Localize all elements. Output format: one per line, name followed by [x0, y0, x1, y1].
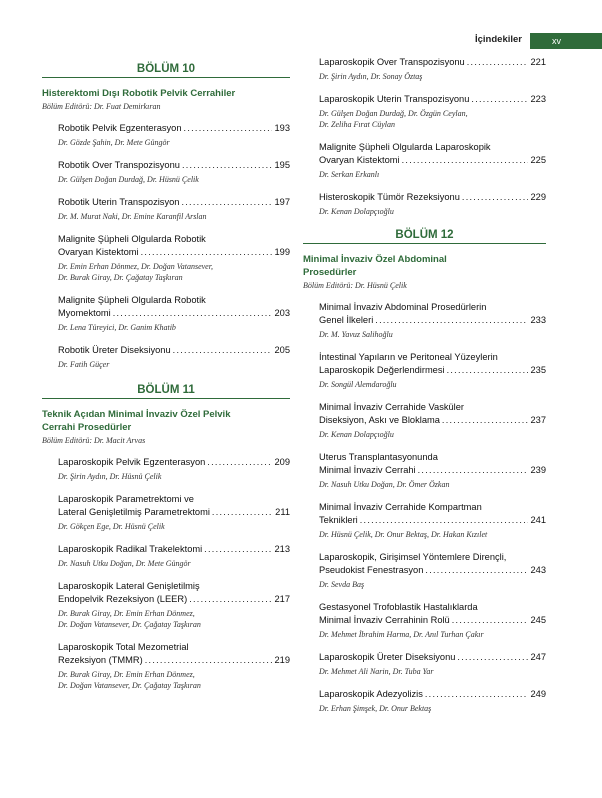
entry-title-row — [58, 307, 290, 320]
entry-page-number: 229 — [530, 192, 546, 202]
entry-authors: Dr. Nasuh Utku Doğan, Dr. Ömer Özkan — [319, 480, 450, 489]
toc-entry[interactable] — [58, 196, 290, 222]
entry-title-line: Ovaryan Kistektomi — [58, 247, 139, 257]
chapter-heading: BÖLÜM 10 — [42, 63, 290, 78]
entry-title-line: Laparoskopik Total Mezometrial — [58, 642, 189, 652]
entry-page-number: 195 — [274, 160, 290, 170]
entry-authors: Dr. Lena Türeyici, Dr. Ganim Khatib — [58, 323, 176, 332]
toc-entry[interactable] — [319, 451, 546, 490]
chapter-title — [42, 408, 290, 434]
entry-authors: Dr. M. Murat Naki, Dr. Emine Karanfil Arslan — [58, 212, 207, 221]
entry-authors: Dr. Songül Alemdaroğlu — [319, 380, 397, 389]
dot-leader — [457, 651, 528, 664]
entry-page-number: 245 — [530, 615, 546, 625]
toc-entry[interactable] — [58, 580, 290, 630]
entry-title-row — [58, 159, 290, 172]
entry-title-line: Minimal İnvaziv Cerrahide Kompartman — [319, 502, 482, 512]
entry-title-line: Laparoskopik Üreter Diseksiyonu — [319, 652, 456, 662]
entry-title-line: Robotik Over Transpozisyonu — [58, 160, 180, 170]
dot-leader — [360, 514, 529, 527]
entry-authors: Dr. Burak Giray, Dr. Emin Erhan Dönmez, — [58, 670, 195, 679]
entry-title-line: Ovaryan Kistektomi — [319, 155, 400, 165]
toc-entry[interactable] — [319, 551, 546, 590]
entry-title-row — [319, 154, 546, 167]
toc-left-column — [42, 60, 290, 691]
entry-page-number: 211 — [275, 507, 290, 517]
toc-entry[interactable] — [319, 56, 546, 82]
entry-title-row — [58, 344, 290, 357]
entry-page-number: 223 — [530, 94, 546, 104]
entry-title-line: Malignite Şüpheli Olgularda Robotik — [58, 234, 206, 244]
chapter-title-line: Cerrahi Prosedürler — [42, 422, 132, 433]
dot-leader — [471, 93, 528, 106]
entry-title-row — [319, 651, 546, 664]
entry-page-number: 209 — [274, 457, 290, 467]
toc-entries — [42, 122, 290, 370]
toc-entry[interactable] — [319, 651, 546, 677]
toc-entry[interactable] — [319, 351, 546, 390]
chapter-title-line: Minimal İnvaziv Özel Abdominal — [303, 254, 447, 265]
entry-authors: Dr. Mehmet İbrahim Harma, Dr. Anıl Turhan Çakır — [319, 630, 484, 639]
page-number: xv — [530, 33, 602, 49]
entry-title-line: Laparoskopik Değerlendirmesi — [319, 365, 445, 375]
entry-title-line: Malignite Şüpheli Olgularda Laparoskopik — [319, 142, 491, 152]
toc-entry[interactable] — [58, 294, 290, 333]
toc-entry[interactable] — [58, 233, 290, 283]
entry-title-row — [58, 654, 290, 667]
entry-authors: Dr. Şirin Aydın, Dr. Sonay Öztaş — [319, 72, 423, 81]
entry-page-number: 235 — [530, 365, 546, 375]
dot-leader — [418, 464, 529, 477]
entry-page-number: 247 — [530, 652, 546, 662]
entry-title-line: Minimal İnvaziv Cerrahide Vasküler — [319, 402, 465, 412]
entry-title-line: Myomektomi — [58, 308, 111, 318]
entry-title-line: Endopelvik Rezeksiyon (LEER) — [58, 594, 188, 604]
entry-title-row — [319, 464, 546, 477]
entry-page-number: 225 — [530, 155, 546, 165]
entry-title-line: Laparoskopik Radikal Trakelektomi — [58, 544, 203, 554]
entry-title-line: Teknikleri — [319, 515, 358, 525]
entry-page-number: 243 — [530, 565, 546, 575]
entry-title-row — [319, 93, 546, 106]
chapter-title: Histerektomi Dışı Robotik Pelvik Cerrahiler — [42, 88, 236, 99]
toc-entry[interactable] — [58, 456, 290, 482]
toc-entry[interactable] — [58, 159, 290, 185]
entry-page-number: 199 — [274, 247, 290, 257]
entry-title-line: Laparoskopik, Girişimsel Yöntemlere Dirençli, — [319, 552, 507, 562]
toc-entry[interactable] — [319, 93, 546, 130]
entry-page-number: 193 — [274, 123, 290, 133]
entry-title-line: Laparoskopik Lateral Genişletilmiş — [58, 581, 200, 591]
entry-title-row — [58, 456, 290, 469]
entry-authors: Dr. Gülşen Doğan Durdağ, Dr. Özgün Ceylan, — [319, 109, 468, 118]
entry-page-number: 203 — [274, 308, 290, 318]
toc-entry[interactable] — [58, 344, 290, 370]
chapter-title-line: Prosedürler — [303, 267, 357, 278]
entry-title-line: Robotik Üreter Diseksiyonu — [58, 345, 171, 355]
entry-page-number: 249 — [530, 689, 546, 699]
entry-authors: Dr. M. Yavuz Salihoğlu — [319, 330, 393, 339]
entry-authors: Dr. Emin Erhan Dönmez, Dr. Doğan Vatansever, — [58, 262, 213, 271]
entry-title-line: Malignite Şüpheli Olgularda Robotik — [58, 295, 206, 305]
running-header — [0, 33, 602, 49]
entry-title-row — [319, 614, 546, 627]
entry-page-number: 239 — [530, 465, 546, 475]
entry-authors: Dr. Mehmet Ali Narin, Dr. Tuba Yar — [319, 667, 434, 676]
dot-leader — [181, 196, 272, 209]
toc-entry[interactable] — [319, 401, 546, 440]
entry-title-line: Lateral Genişletilmiş Parametrektomi — [58, 507, 210, 517]
entry-title-line: Uterus Transplantasyonunda — [319, 452, 438, 462]
dot-leader — [375, 314, 528, 327]
entry-title-row — [58, 122, 290, 135]
dot-leader — [452, 614, 529, 627]
toc-entry[interactable] — [58, 641, 290, 691]
dot-leader — [182, 159, 273, 172]
dot-leader — [113, 307, 273, 320]
toc-entry[interactable] — [58, 493, 290, 532]
entry-title-row — [319, 514, 546, 527]
entry-title-line: Gestasyonel Trofoblastik Hastalıklarda — [319, 602, 478, 612]
entry-authors: Dr. Kenan Dolapçıoğlu — [319, 207, 394, 216]
entry-title-line: Robotik Uterin Transpozisyon — [58, 197, 180, 207]
entry-title-line: Genel İlkeleri — [319, 315, 374, 325]
entry-title-line: Minimal İnvaziv Cerrahi — [319, 465, 416, 475]
dot-leader — [467, 56, 529, 69]
dot-leader — [184, 122, 273, 135]
entry-page-number: 233 — [530, 315, 546, 325]
entry-title-row — [58, 543, 290, 556]
entry-title-row — [58, 246, 290, 259]
dot-leader — [442, 414, 529, 427]
dot-leader — [207, 456, 272, 469]
dot-leader — [425, 688, 529, 701]
toc-entries — [303, 56, 546, 217]
entry-authors: Dr. Zeliha Fırat Cüylan — [319, 120, 396, 129]
entry-title-line: Rezeksiyon (TMMR) — [58, 655, 143, 665]
dot-leader — [212, 506, 273, 519]
entry-page-number: 219 — [274, 655, 290, 665]
dot-leader — [425, 564, 528, 577]
dot-leader — [141, 246, 273, 259]
entry-title-row — [58, 196, 290, 209]
dot-leader — [173, 344, 273, 357]
dot-leader — [447, 364, 529, 377]
entry-authors: Dr. Doğan Vatansever, Dr. Çağatay Taşkıran — [58, 681, 201, 690]
entry-title-row — [319, 564, 546, 577]
toc-entry[interactable] — [319, 601, 546, 640]
entry-title-row — [319, 364, 546, 377]
dot-leader — [402, 154, 529, 167]
entry-authors: Dr. Hüsnü Çelik, Dr. Onur Bektaş, Dr. Hakan Kızılet — [319, 530, 488, 539]
toc-entry[interactable] — [319, 191, 546, 217]
entry-title-line: Laparoskopik Uterin Transpozisyonu — [319, 94, 470, 104]
toc-entries — [42, 456, 290, 691]
entry-page-number: 237 — [530, 415, 546, 425]
entry-title-line: Robotik Pelvik Egzenterasyon — [58, 123, 182, 133]
chapter-heading: BÖLÜM 12 — [303, 229, 546, 244]
dot-leader — [462, 191, 529, 204]
chapter-title — [303, 253, 546, 279]
entry-authors: Dr. Burak Giray, Dr. Çağatay Taşkıran — [58, 273, 183, 282]
entry-page-number: 221 — [530, 57, 546, 67]
entry-title-row — [319, 314, 546, 327]
toc-entry[interactable] — [319, 501, 546, 540]
entry-title-row — [58, 506, 290, 519]
entry-page-number: 217 — [274, 594, 290, 604]
chapter-editor: Bölüm Editörü: Dr. Hüsnü Çelik — [303, 281, 407, 290]
toc-right-column — [303, 56, 546, 714]
entry-title-line: Laparoskopik Pelvik Egzenterasyon — [58, 457, 206, 467]
entry-authors: Dr. Nasuh Utku Doğan, Dr. Mete Güngör — [58, 559, 191, 568]
entry-title-line: Minimal İnvaziv Cerrahinin Rolü — [319, 615, 450, 625]
entry-title-row — [319, 414, 546, 427]
entry-title-line: Laparoskopik Over Transpozisyonu — [319, 57, 465, 67]
entry-title-line: Histeroskopik Tümör Rezeksiyonu — [319, 192, 460, 202]
toc-entries — [303, 301, 546, 714]
dot-leader — [189, 593, 272, 606]
entry-authors: Dr. Serkan Erkanlı — [319, 170, 380, 179]
entry-title-line: Laparoskopik Parametrektomi ve — [58, 494, 194, 504]
entry-authors: Dr. Erhan Şimşek, Dr. Onur Bektaş — [319, 704, 432, 713]
entry-page-number: 213 — [274, 544, 290, 554]
dot-leader — [145, 654, 273, 667]
entry-title-row — [319, 688, 546, 701]
entry-page-number: 197 — [274, 197, 290, 207]
entry-title-row — [58, 593, 290, 606]
chapter-editor: Bölüm Editörü: Dr. Fuat Demirkıran — [42, 102, 161, 111]
toc-entry[interactable] — [319, 301, 546, 340]
entry-authors: Dr. Burak Giray, Dr. Emin Erhan Dönmez, — [58, 609, 195, 618]
toc-entry[interactable] — [58, 122, 290, 148]
dot-leader — [204, 543, 272, 556]
header-title: İçindekiler — [475, 34, 522, 45]
entry-page-number: 241 — [530, 515, 546, 525]
entry-authors: Dr. Kenan Dolapçıoğlu — [319, 430, 394, 439]
entry-title-line: İntestinal Yapıların ve Peritoneal Yüzeylerin — [319, 352, 498, 362]
chapter-title-line: Teknik Açıdan Minimal İnvaziv Özel Pelvik — [42, 409, 231, 420]
entry-title-line: Laparoskopik Adezyolizis — [319, 689, 423, 699]
entry-authors: Dr. Gözde Şahin, Dr. Mete Güngör — [58, 138, 170, 147]
entry-authors: Dr. Sevda Baş — [319, 580, 365, 589]
toc-entry[interactable] — [58, 543, 290, 569]
entry-authors: Dr. Gökçen Ege, Dr. Hüsnü Çelik — [58, 522, 165, 531]
toc-entry[interactable] — [319, 141, 546, 180]
chapter-heading: BÖLÜM 11 — [42, 384, 290, 399]
entry-authors: Dr. Şirin Aydın, Dr. Hüsnü Çelik — [58, 472, 162, 481]
entry-page-number: 205 — [274, 345, 290, 355]
entry-title-line: Minimal İnvaziv Abdominal Prosedürlerin — [319, 302, 487, 312]
entry-authors: Dr. Gülşen Doğan Durdağ, Dr. Hüsnü Çelik — [58, 175, 199, 184]
entry-authors: Dr. Fatih Güçer — [58, 360, 110, 369]
toc-entry[interactable] — [319, 688, 546, 714]
entry-title-row — [319, 56, 546, 69]
entry-title-line: Pseudokist Fenestrasyon — [319, 565, 424, 575]
entry-authors: Dr. Doğan Vatansever, Dr. Çağatay Taşkıran — [58, 620, 201, 629]
entry-title-line: Diseksiyon, Askı ve Bloklama — [319, 415, 440, 425]
entry-title-row — [319, 191, 546, 204]
chapter-editor: Bölüm Editörü: Dr. Macit Arvas — [42, 436, 146, 445]
